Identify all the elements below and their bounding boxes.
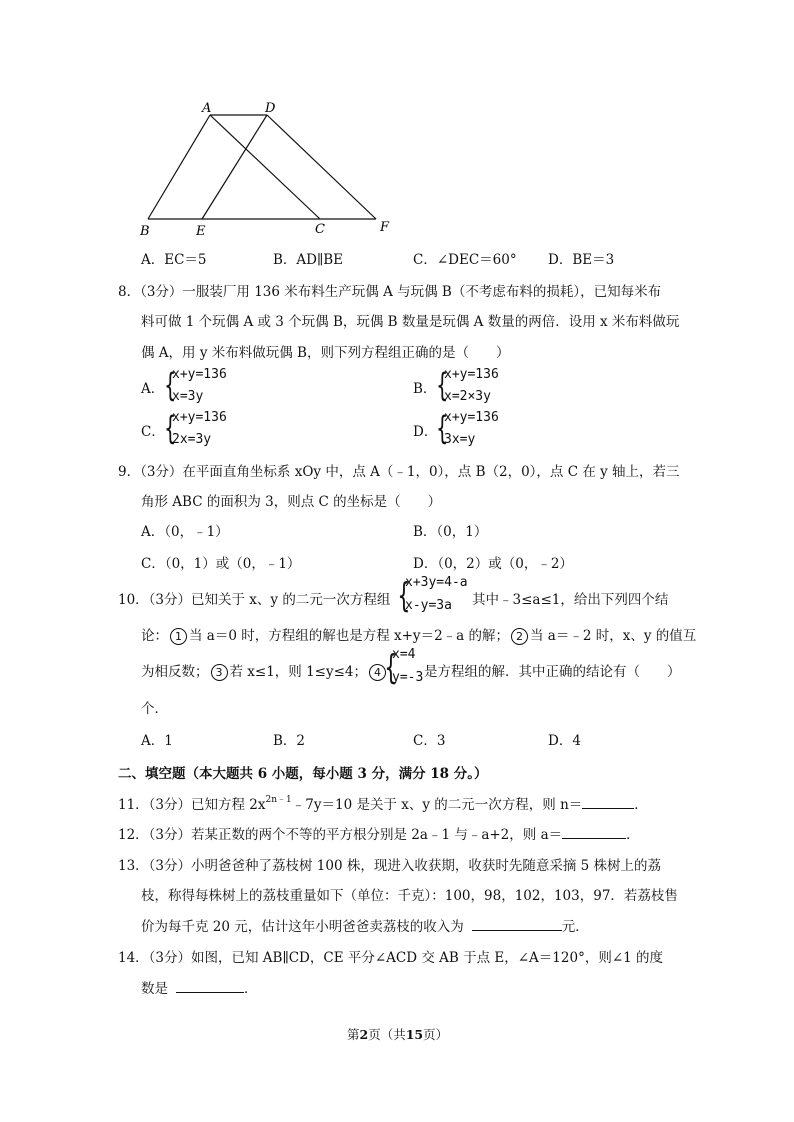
q8-option-b-eq2: x=2×3y [444,389,491,404]
q10-tail: 其中﹣3≤a≤1，给出下列四个结 [472,592,669,608]
q14-end: ． [244,981,258,997]
label-b: B [140,224,150,239]
label-a: A [202,101,212,116]
q12-end: ． [626,827,640,843]
q12 [118,823,640,843]
q9-option-b: B．（0，1） [413,524,488,540]
q10-line2 [141,624,696,645]
q8-option-a-eq2: x=3y [172,389,204,404]
label-c: C [315,222,325,237]
q8-option-d-label: D． [413,424,438,440]
q13-line2: 枝，称得每株树上的荔枝重量如下（单位：千克）：100，98，102，103，97．若荔枝售 [141,888,678,904]
q14-line2 [141,977,258,997]
footer-page-number: 2 [359,1027,369,1042]
q13-line3 [141,915,589,935]
geometry-figure [130,95,410,240]
q9-option-c: C．（0，1）或（0，﹣1） [141,556,301,572]
q8-option-c-eq1: x+y=136 [172,410,227,425]
q10-option-a: A．1 [141,733,173,749]
left-brace-icon: { [164,409,177,447]
q14-line1: 14．（3分）如图，已知 AB∥CD，CE 平分∠ACD 交 AB 于点 E，∠A＝120°，则∠1 的度 [118,950,664,966]
left-brace-icon: { [397,576,411,616]
q10-option-b: B．2 [273,733,306,749]
circled-1: 1 [170,628,187,645]
q10-eq2: x-y=3a [405,598,452,613]
q8-option-b-label: B． [413,381,437,397]
q10-option-c: C．3 [413,733,446,749]
q14-answer-blank[interactable] [176,980,244,993]
q8-option-b-eq1: x+y=136 [444,367,499,382]
q9-option-d: D．（0，2）或（0，﹣2） [413,556,573,572]
segment-ab [148,115,210,219]
section-heading: 二、填空题（本大题共 6 小题，每小题 3 分，满分 18 分。） [118,766,488,782]
q10-statement-3: 若 x≤1，则 1≤y≤4； [229,664,368,680]
footer-mid: 页（共 [368,1027,406,1042]
q7-option-c: C．∠DEC＝60° [413,252,517,268]
q11-end: ． [634,797,648,813]
q12-text: 12．（3分）若某正数的两个不等的平方根分别是 2a﹣1 与﹣a+2，则 a＝ [118,827,563,843]
q11-post: ﹣7y＝10 是关于 x、y 的二元一次方程，则 n＝ [291,797,583,813]
q13-answer-blank[interactable] [472,918,562,931]
q10-line3-left [141,660,388,681]
q10-statement-2-end: 为相反数； [141,664,209,680]
q9-line2: 角形 ABC 的面积为 3，则点 C 的坐标是（ ） [141,494,442,510]
label-f: F [380,220,390,235]
q11-answer-blank[interactable] [582,796,634,809]
footer-post: 页） [423,1027,449,1042]
q11-exponent: 2n﹣1 [265,795,292,805]
q10-eq1: x+3y=4-a [405,575,468,590]
q8-line1: 8．（3分）一服装厂用 136 米布料生产玩偶 A 与玩偶 B（不考虑布料的损耗），已知每米布 [118,284,662,300]
left-brace-icon: { [384,648,398,688]
q9-option-a: A．（0，﹣1） [141,524,229,540]
q14-line2-text: 数是 [141,981,168,997]
q12-answer-blank[interactable] [562,826,626,839]
q13-line1: 13．（3分）小明爸爸种了荔枝树 100 株，现进入收获期，收获时先随意采摘 5 株树上的荔 [118,858,662,874]
segment-df [267,115,376,219]
q10-option-d: D．4 [548,733,581,749]
q10-sol1: x=4 [392,647,416,662]
q7-option-a: A．EC＝5 [141,252,207,268]
q13-line3-text: 价为每千克 20 元，估计这年小明爸爸卖荔枝的收入为 [141,919,464,935]
q11-pre: 11．（3分）已知方程 2x [118,797,266,813]
q13-end: 元． [561,919,589,935]
q8-line3: 偶 A，用 y 米布料做玩偶 B，则下列方程组正确的是（ ） [141,345,510,361]
q7-option-b: B．AD∥BE [273,252,344,268]
q8-option-d-eq1: x+y=136 [444,410,499,425]
left-brace-icon: { [436,409,449,447]
q10-line4: 个． [141,701,168,717]
q8-option-c-label: C． [141,424,165,440]
q10-statement-1: 当 a＝0 时，方程组的解也是方程 x+y＝2﹣a 的解； [189,628,509,644]
q8-option-a-label: A． [141,381,165,397]
q11 [118,792,648,813]
left-brace-icon: { [436,366,449,404]
label-e: E [196,224,206,239]
circled-3: 3 [211,664,228,681]
q10-statement-2: 当 a＝﹣2 时，x、y 的值互 [530,628,697,644]
circled-4: 4 [369,664,386,681]
q10-line3-end: 是方程组的解．其中正确的结论有（ ） [424,664,681,680]
q10-sol2: y=-3 [392,670,424,685]
q9-line1: 9．（3分）在平面直角坐标系 xOy 中，点 A（﹣1，0），点 B（2，0），点 C 在 y 轴上，若三 [118,464,680,480]
q8-line2: 料可做 1 个玩偶 A 或 3 个玩偶 B，玩偶 B 数量是玩偶 A 数量的两倍．设用 x 米布料做玩 [141,314,680,330]
footer-total-pages: 15 [405,1027,424,1042]
segment-de [202,115,267,219]
q8-option-d-eq2: 3x=y [444,432,476,447]
circled-2: 2 [511,628,528,645]
label-d: D [265,101,276,116]
page-footer [347,1025,448,1043]
footer-pre: 第 [347,1027,360,1042]
q10-lead: 10．（3分）已知关于 x、y 的二元一次方程组 [118,592,391,608]
segment-ac [210,115,320,219]
left-brace-icon: { [164,366,177,404]
q10-line2-start: 论： [141,628,168,644]
q8-option-c-eq2: 2x=3y [172,432,212,447]
q8-option-a-eq1: x+y=136 [172,367,227,382]
q7-option-d: D．BE＝3 [548,252,615,268]
